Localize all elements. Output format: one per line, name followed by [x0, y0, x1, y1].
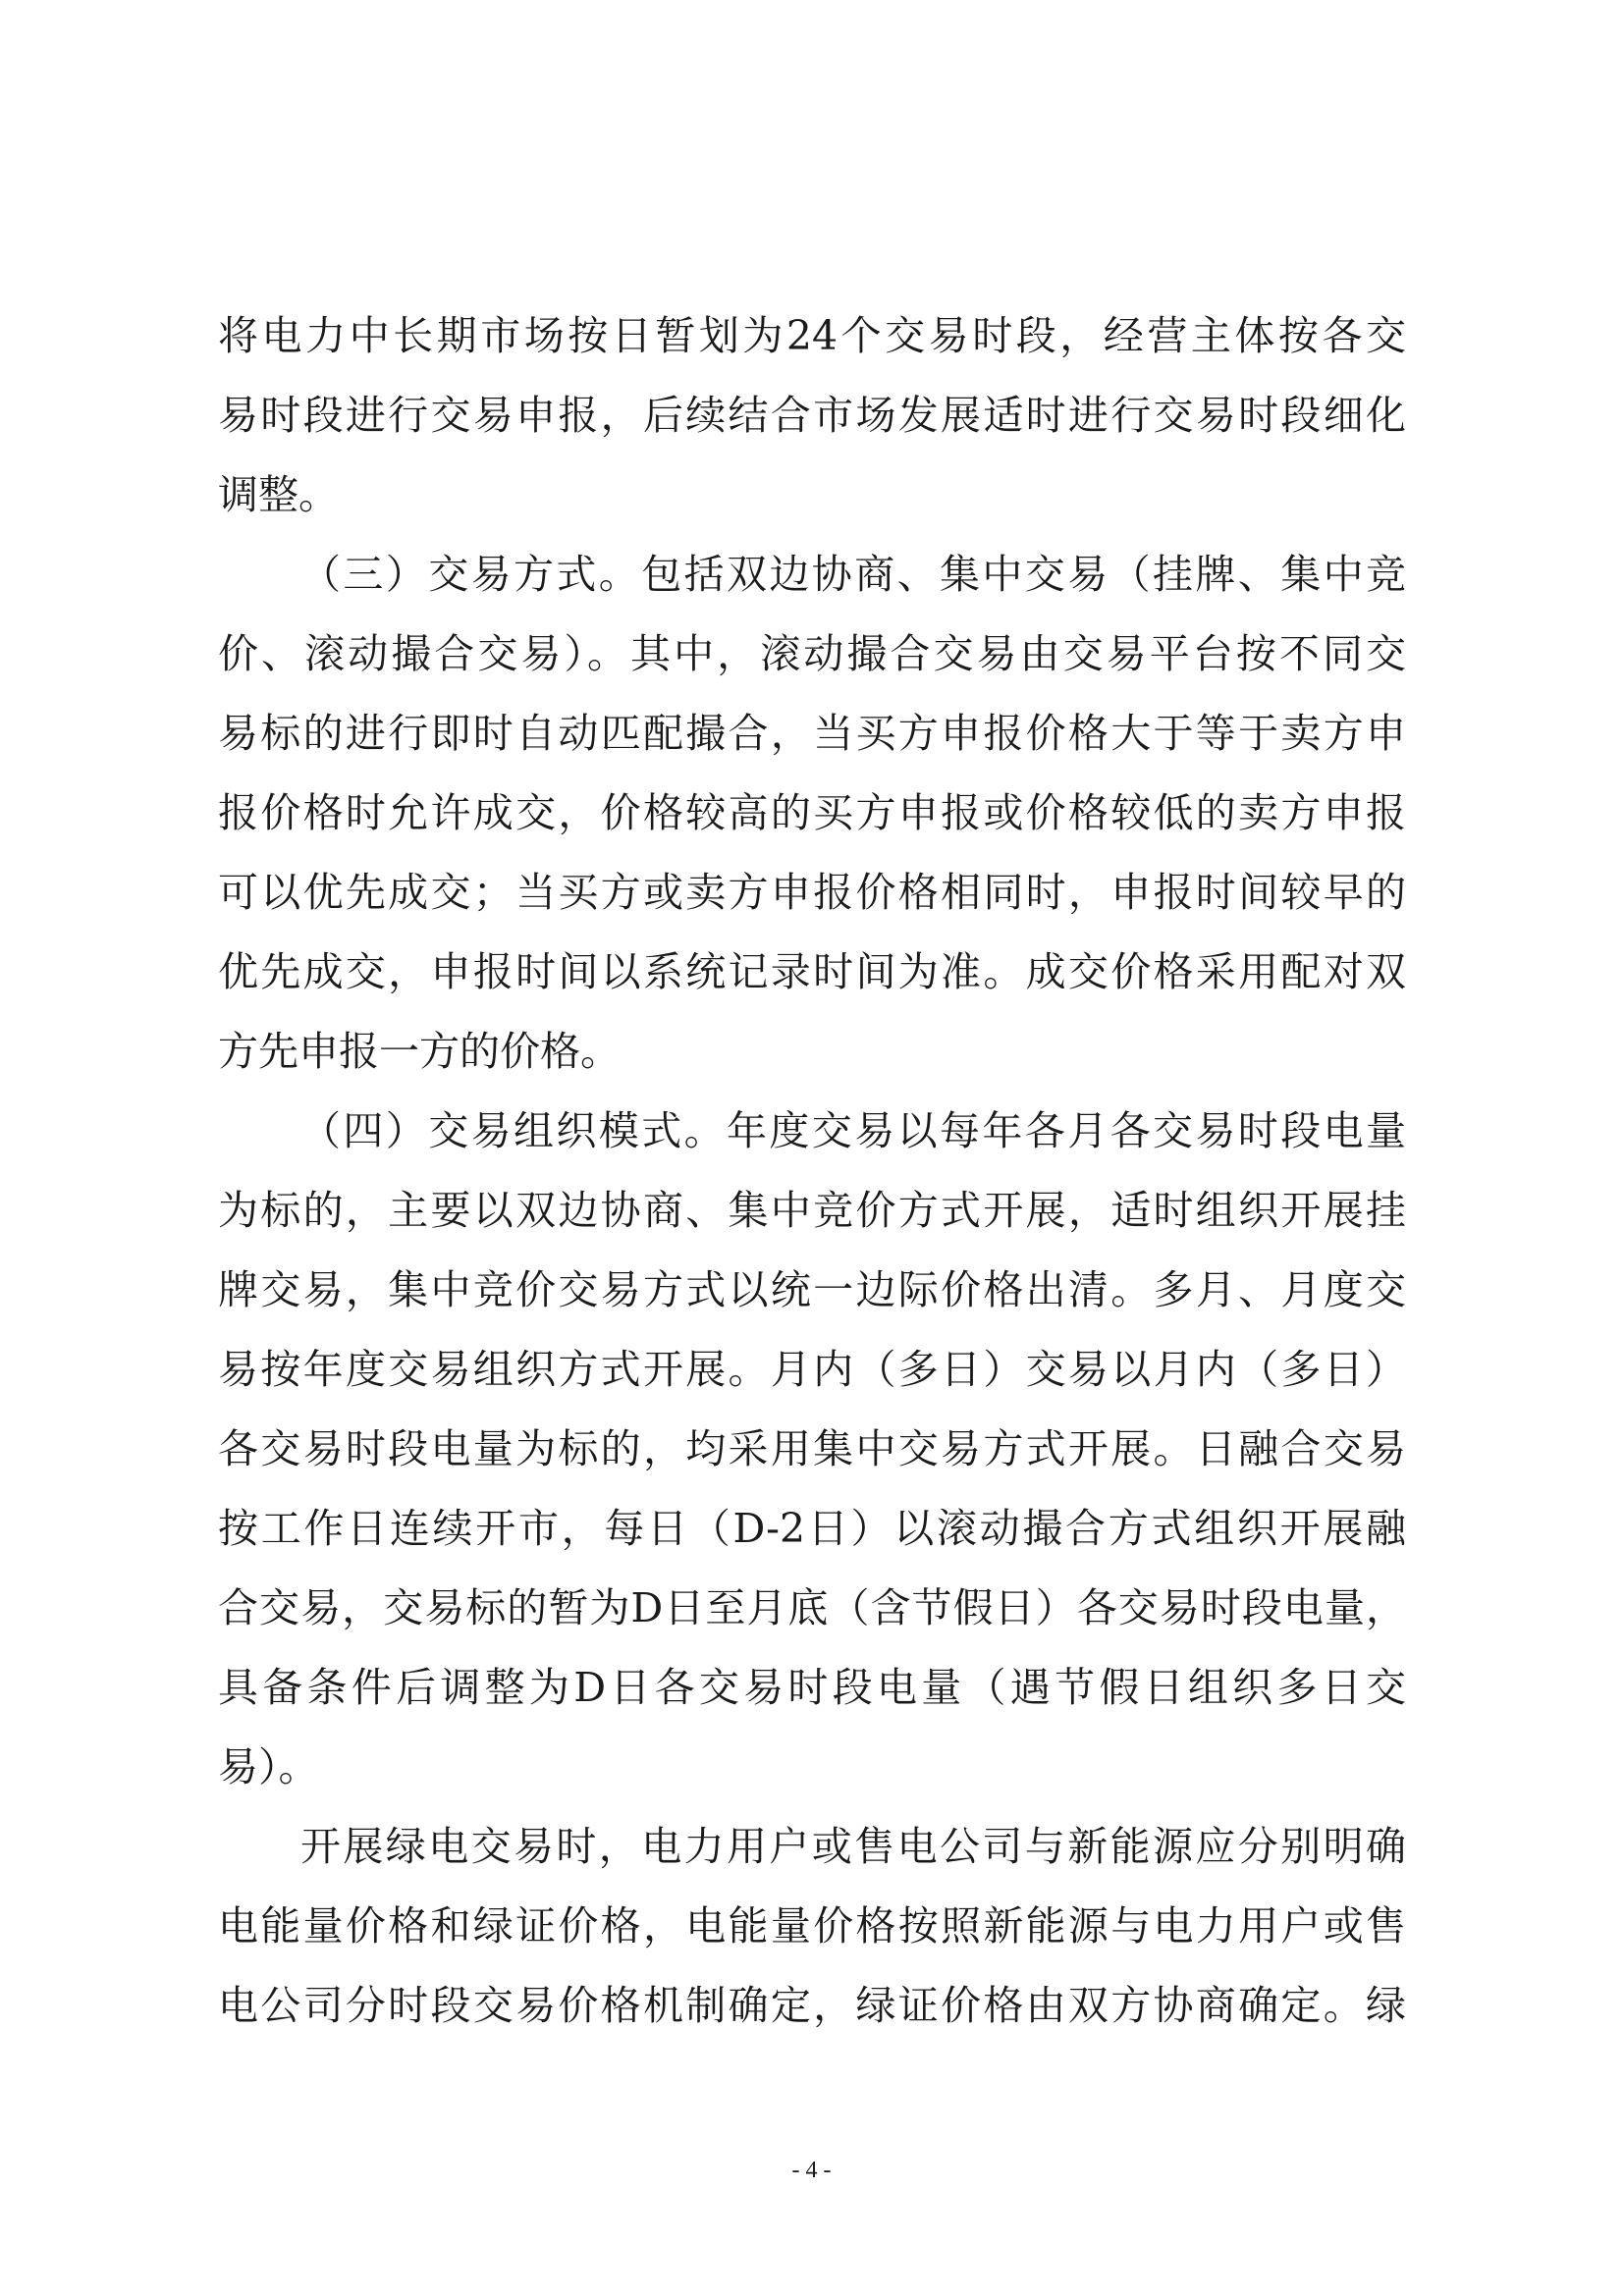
- body-text-line: 报价格时允许成交，价格较高的买方申报或价格较低的卖方申报: [218, 789, 1406, 836]
- body-text-line: 方先申报一方的价格。: [218, 1028, 621, 1075]
- body-text-line: 合交易，交易标的暂为D日至月底（含节假日）各交易时段电量，: [218, 1584, 1406, 1631]
- body-text-line: 易时段进行交易申报，后续结合市场发展适时进行交易时段细化: [218, 392, 1406, 439]
- body-text-line: 价、滚动撮合交易）。其中，滚动撮合交易由交易平台按不同交: [218, 630, 1406, 677]
- body-text-line: 为标的，主要以双边协商、集中竞价方式开展，适时组织开展挂: [218, 1187, 1406, 1234]
- paragraph-start-line: 开展绿电交易时，电力用户或售电公司与新能源应分别明确: [300, 1823, 1406, 1870]
- page-number: - 4 -: [791, 2158, 832, 2183]
- body-text-line: 按工作日连续开市，每日（D-2日）以滚动撮合方式组织开展融: [218, 1505, 1406, 1552]
- body-text-line: 优先成交，申报时间以系统记录时间为准。成交价格采用配对双: [218, 948, 1406, 995]
- body-text-line: 各交易时段电量为标的，均采用集中交易方式开展。日融合交易: [218, 1425, 1406, 1472]
- body-text-line: 电能量价格和绿证价格，电能量价格按照新能源与电力用户或售: [218, 1902, 1406, 1949]
- body-text-line: 易标的进行即时自动匹配撮合，当买方申报价格大于等于卖方申: [218, 710, 1406, 757]
- body-text-line: 易按年度交易组织方式开展。月内（多日）交易以月内（多日）: [218, 1346, 1406, 1393]
- body-text-line: 易）。: [218, 1743, 319, 1790]
- body-text-line: 电公司分时段交易价格机制确定，绿证价格由双方协商确定。绿: [218, 1982, 1406, 2029]
- body-text-line: 调整。: [218, 471, 339, 518]
- section-heading-line: （三）交易方式。包括双边协商、集中交易（挂牌、集中竞: [300, 551, 1406, 598]
- body-text-line: 可以优先成交；当买方或卖方申报价格相同时，申报时间较早的: [218, 869, 1406, 916]
- body-text-line: 牌交易，集中竞价交易方式以统一边际价格出清。多月、月度交: [218, 1266, 1406, 1313]
- section-heading-line: （四）交易组织模式。年度交易以每年各月各交易时段电量: [300, 1107, 1406, 1154]
- body-text-line: 具备条件后调整为D日各交易时段电量（遇节假日组织多日交: [218, 1664, 1406, 1711]
- body-text-line: 将电力中长期市场按日暂划为24个交易时段，经营主体按各交: [218, 312, 1406, 359]
